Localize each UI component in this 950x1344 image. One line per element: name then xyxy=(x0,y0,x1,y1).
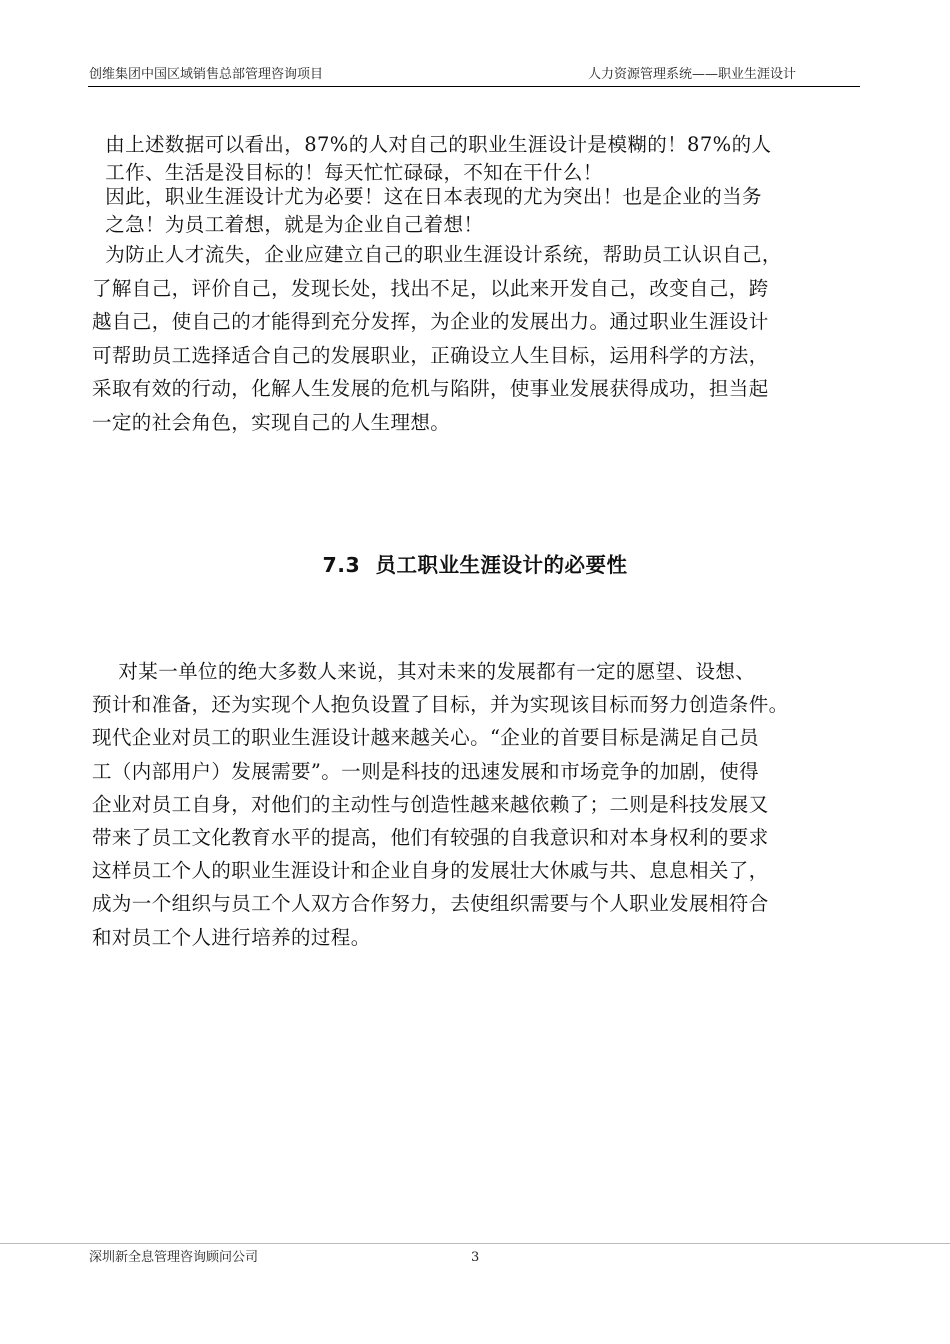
header-project-title: 创维集团中国区域销售总部管理咨询项目 xyxy=(89,67,324,82)
paragraph-line: 为防止人才流失，企业应建立自己的职业生涯设计系统，帮助员工认识自己， xyxy=(92,243,782,266)
paragraph-line: 对某一单位的绝大多数人来说，其对未来的发展都有一定的愿望、设想、 xyxy=(92,660,756,683)
footer-company-name: 深圳新全息管理咨询顾问公司 xyxy=(89,1250,259,1265)
paragraph-data-summary xyxy=(92,131,862,187)
paragraph-line: 工作、生活是没目标的！每天忙忙碌碌，不知在干什么！ xyxy=(92,161,603,184)
paragraph-line: 一定的社会角色，实现自己的人生理想。 xyxy=(92,410,451,434)
paragraph-line: 越自己，使自己的才能得到充分发挥，为企业的发展出力。通过职业生涯设计 xyxy=(92,310,769,334)
paragraph-line: 预计和准备，还为实现个人抱负设置了目标，并为实现该目标而努力创造条件。 xyxy=(92,693,789,717)
header-divider xyxy=(88,86,860,87)
paragraph-line: 和对员工个人进行培养的过程。 xyxy=(92,925,371,949)
paragraph-line: 之急！为员工着想，就是为企业自己着想！ xyxy=(92,213,484,236)
paragraph-line: 采取有效的行动，化解人生发展的危机与陷阱，使事业发展获得成功，担当起 xyxy=(92,377,769,401)
paragraph-line: 成为一个组织与员工个人双方合作努力，去使组织需要与个人职业发展相符合 xyxy=(92,892,769,916)
paragraph-line: 由上述数据可以看出，87%的人对自己的职业生涯设计是模糊的！87%的人 xyxy=(92,133,772,156)
header-section-title: 人力资源管理系统——职业生涯设计 xyxy=(588,67,797,82)
footer-divider xyxy=(0,1243,950,1244)
paragraph-line: 工（内部用户）发展需要”。一则是科技的迅速发展和市场竞争的加剧，使得 xyxy=(92,759,760,783)
section-heading: 7.3 员工职业生涯设计的必要性 xyxy=(322,553,628,577)
paragraph-line: 因此，职业生涯设计尤为必要！这在日本表现的尤为突出！也是企业的当务 xyxy=(92,185,762,208)
paragraph-line: 企业对员工自身，对他们的主动性与创造性越来越依赖了；二则是科技发展又 xyxy=(92,792,769,816)
paragraph-line: 这样员工个人的职业生涯设计和企业自身的发展壮大休戚与共、息息相关了， xyxy=(92,859,769,883)
paragraph-line: 可帮助员工选择适合自己的发展职业，正确设立人生目标，运用科学的方法， xyxy=(92,343,769,367)
paragraph-necessity xyxy=(92,183,862,239)
paragraph-section-body xyxy=(92,655,862,954)
paragraph-line: 了解自己，评价自己，发现长处，找出不足，以此来开发自己，改变自己，跨 xyxy=(92,276,769,300)
page-number: 3 xyxy=(471,1250,480,1265)
paragraph-line: 带来了员工文化教育水平的提高，他们有较强的自我意识和对本身权利的要求 xyxy=(92,826,769,850)
paragraph-line: 现代企业对员工的职业生涯设计越来越关心。“企业的首要目标是满足自己员 xyxy=(92,726,760,750)
paragraph-talent-retention xyxy=(92,238,862,440)
